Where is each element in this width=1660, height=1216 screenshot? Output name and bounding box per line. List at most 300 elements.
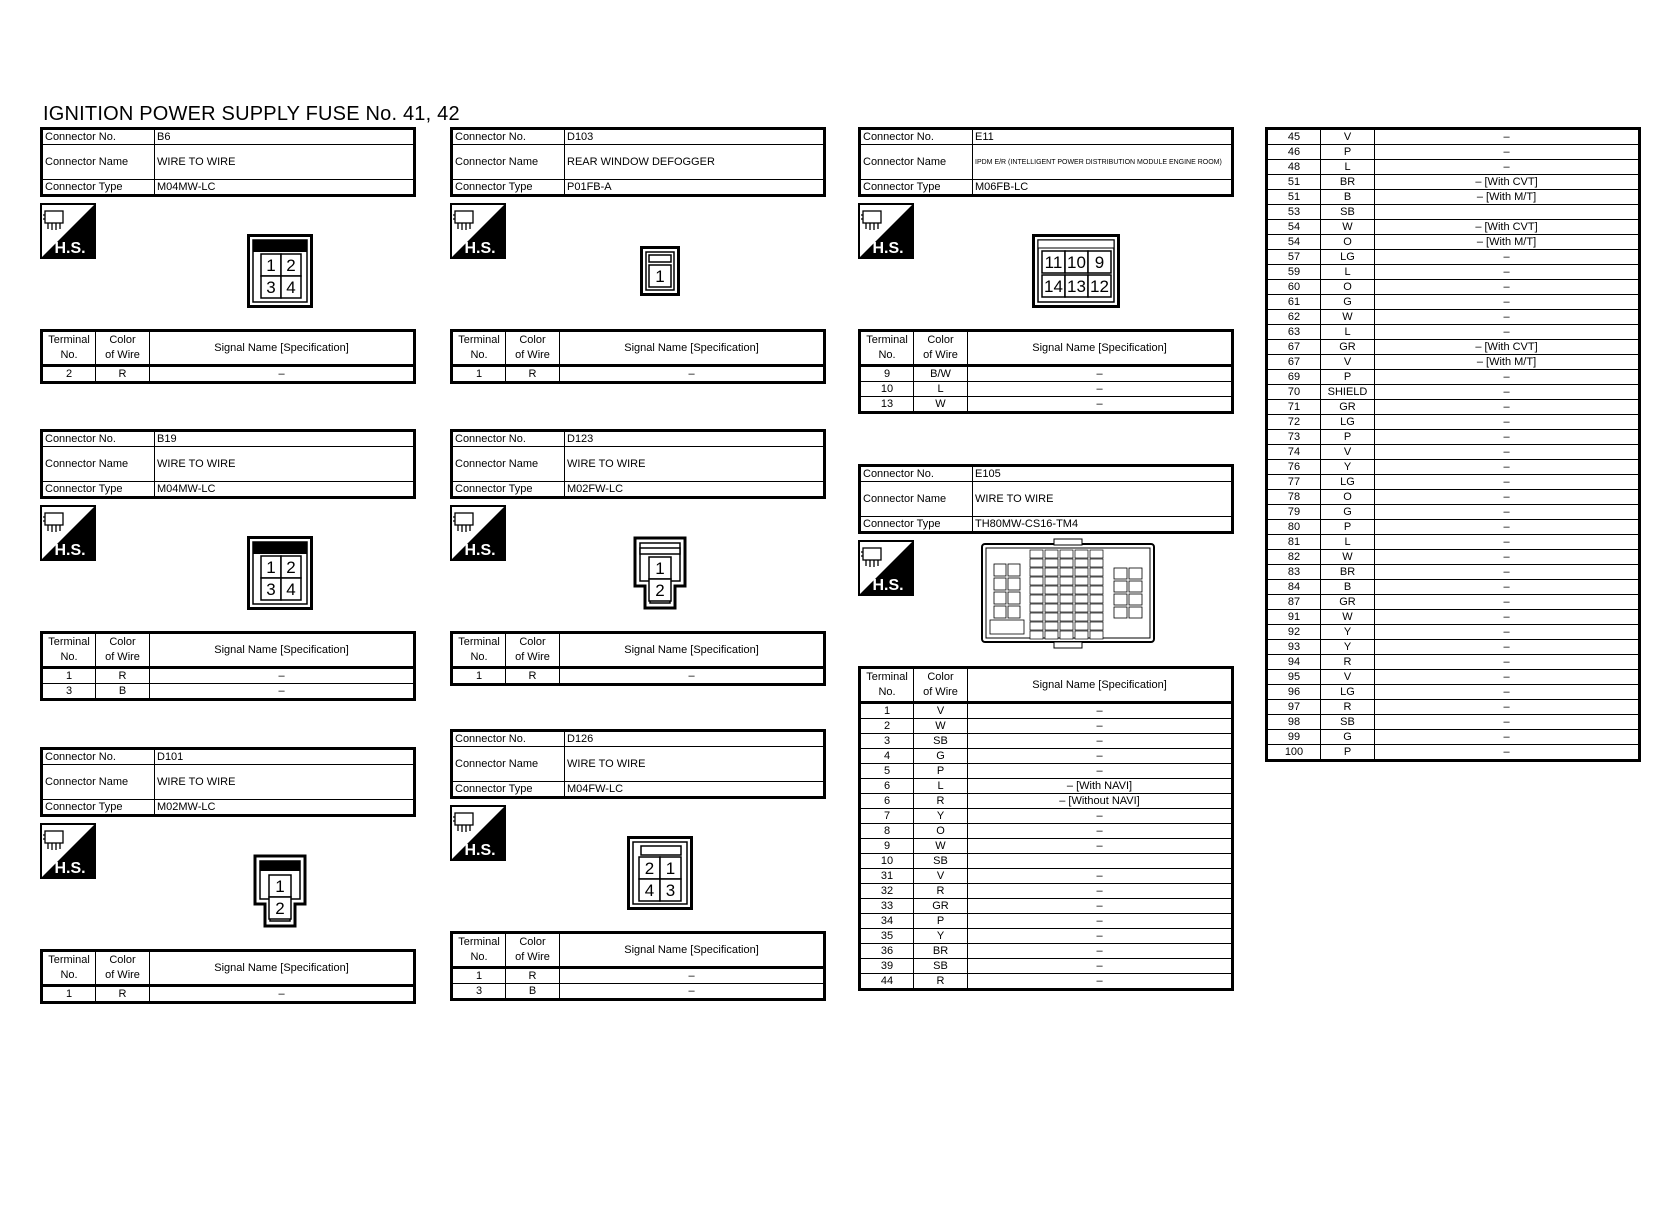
header-terminal-line2: No. xyxy=(470,349,488,361)
value-connector-no: E105 xyxy=(973,466,1233,482)
header-terminal-no xyxy=(452,633,506,668)
table-row xyxy=(1267,520,1640,535)
value-connector-name: WIRE TO WIRE xyxy=(973,482,1233,517)
table-row xyxy=(860,764,1233,779)
value-connector-name: IPDM E/R (INTELLIGENT POWER DISTRIBUTION MODULE ENGINE ROOM) xyxy=(973,145,1233,180)
header-color-of-wire xyxy=(96,951,150,986)
terminal-no: 61 xyxy=(1267,295,1321,310)
header-color-line1: Color xyxy=(109,636,136,648)
wire-color: GR xyxy=(1321,400,1375,415)
table-row xyxy=(1267,700,1640,715)
signal-name: – xyxy=(968,944,1233,959)
terminal-no: 1 xyxy=(860,703,914,719)
wire-color: Y xyxy=(1321,640,1375,655)
terminal-no: 72 xyxy=(1267,415,1321,430)
svg-text:1: 1 xyxy=(665,859,676,878)
table-row xyxy=(1267,430,1640,445)
svg-text:12: 12 xyxy=(1090,277,1109,296)
label-connector-type: Connector Type xyxy=(42,800,155,816)
connector-face xyxy=(640,246,680,301)
signal-name: – xyxy=(560,984,825,1000)
label-connector-name: Connector Name xyxy=(42,145,155,180)
svg-text:13: 13 xyxy=(1067,277,1086,296)
table-row xyxy=(452,668,825,685)
terminal-no: 100 xyxy=(1267,745,1321,761)
table-row xyxy=(42,684,415,700)
terminal-table xyxy=(858,666,1234,991)
label-connector-name: Connector Name xyxy=(452,447,565,482)
label-connector-name: Connector Name xyxy=(860,145,973,180)
connector-info-table xyxy=(40,747,416,817)
terminal-no: 96 xyxy=(1267,685,1321,700)
terminal-no: 9 xyxy=(860,839,914,854)
table-row xyxy=(1267,550,1640,565)
table-row xyxy=(1267,625,1640,640)
table-row xyxy=(1267,355,1640,370)
wire-color: SB xyxy=(1321,715,1375,730)
signal-name: – xyxy=(1375,610,1640,625)
label-connector-type: Connector Type xyxy=(42,180,155,196)
terminal-no: 84 xyxy=(1267,580,1321,595)
signal-name: – xyxy=(1375,160,1640,175)
wire-color: P xyxy=(1321,145,1375,160)
table-row xyxy=(1267,415,1640,430)
signal-name: – xyxy=(1375,280,1640,295)
signal-name: – xyxy=(560,366,825,383)
wire-color: LG xyxy=(1321,250,1375,265)
signal-name: – xyxy=(1375,490,1640,505)
table-row xyxy=(1267,129,1640,145)
header-color-of-wire xyxy=(506,633,560,668)
terminal-no: 71 xyxy=(1267,400,1321,415)
wire-color: P xyxy=(1321,430,1375,445)
terminal-table xyxy=(450,931,826,1001)
signal-name: – [With M/T] xyxy=(1375,355,1640,370)
header-terminal-line2: No. xyxy=(878,349,896,361)
label-connector-no: Connector No. xyxy=(42,749,155,765)
terminal-no: 59 xyxy=(1267,265,1321,280)
connector-block-d103 xyxy=(450,127,826,384)
wire-color: R xyxy=(506,968,560,984)
cavity-2 xyxy=(269,897,291,919)
terminal-no: 99 xyxy=(1267,730,1321,745)
signal-name: – xyxy=(968,869,1233,884)
signal-name: – xyxy=(1375,565,1640,580)
cavity-3 xyxy=(660,879,681,901)
connector-block-b6 xyxy=(40,127,416,384)
table-row xyxy=(1267,730,1640,745)
header-terminal-line1: Terminal xyxy=(48,334,90,346)
wire-color: SB xyxy=(1321,205,1375,220)
wire-color: G xyxy=(914,749,968,764)
connector-face-icon xyxy=(1032,234,1120,308)
signal-name: – xyxy=(1375,655,1640,670)
signal-name: – [With CVT] xyxy=(1375,220,1640,235)
header-terminal-line1: Terminal xyxy=(866,334,908,346)
cavity-1 xyxy=(660,857,681,879)
label-connector-no: Connector No. xyxy=(452,431,565,447)
signal-name: – xyxy=(1375,505,1640,520)
connector-face-icon xyxy=(253,854,307,928)
terminal-no: 6 xyxy=(860,779,914,794)
label-connector-name: Connector Name xyxy=(860,482,973,517)
terminal-no: 1 xyxy=(42,668,96,684)
signal-name: – xyxy=(1375,385,1640,400)
header-terminal-no xyxy=(452,331,506,366)
terminal-no: 8 xyxy=(860,824,914,839)
cavity-3 xyxy=(261,578,281,600)
connector-block-d101 xyxy=(40,747,416,1004)
connector-face-icon xyxy=(627,836,693,910)
table-row xyxy=(1267,445,1640,460)
header-color-line1: Color xyxy=(519,636,546,648)
svg-text:H.S.: H.S. xyxy=(464,542,496,559)
signal-name: – xyxy=(968,899,1233,914)
connector-block-d126 xyxy=(450,729,826,1001)
table-row xyxy=(1267,580,1640,595)
header-signal-name: Signal Name [Specification] xyxy=(560,633,825,668)
wire-color: LG xyxy=(1321,415,1375,430)
table-row xyxy=(1267,670,1640,685)
wire-color: R xyxy=(914,884,968,899)
svg-text:1: 1 xyxy=(266,558,276,577)
wire-color: Y xyxy=(914,809,968,824)
wire-color: G xyxy=(1321,295,1375,310)
wire-color: B xyxy=(1321,580,1375,595)
harness-side-icon xyxy=(450,805,506,861)
terminal-no: 51 xyxy=(1267,190,1321,205)
signal-name: – xyxy=(968,959,1233,974)
header-signal-name: Signal Name [Specification] xyxy=(150,633,415,668)
signal-name: – xyxy=(1375,535,1640,550)
signal-name: – xyxy=(1375,430,1640,445)
table-row xyxy=(1267,535,1640,550)
connector-info-table xyxy=(450,127,826,197)
terminal-no: 97 xyxy=(1267,700,1321,715)
signal-name: – xyxy=(1375,310,1640,325)
terminal-no: 39 xyxy=(860,959,914,974)
terminal-no: 73 xyxy=(1267,430,1321,445)
table-row xyxy=(1267,265,1640,280)
terminal-no: 63 xyxy=(1267,325,1321,340)
signal-name: – xyxy=(968,749,1233,764)
harness-side-icon xyxy=(450,203,506,259)
terminal-no: 2 xyxy=(42,366,96,383)
value-connector-name: REAR WINDOW DEFOGGER xyxy=(565,145,825,180)
table-row xyxy=(860,929,1233,944)
cavity-1 xyxy=(261,556,281,578)
label-connector-no: Connector No. xyxy=(452,129,565,145)
terminal-no: 3 xyxy=(452,984,506,1000)
wire-color: SB xyxy=(914,854,968,869)
terminal-no: 36 xyxy=(860,944,914,959)
terminal-no: 44 xyxy=(860,974,914,990)
signal-name: – xyxy=(1375,625,1640,640)
signal-name: – xyxy=(150,366,415,383)
header-color-of-wire xyxy=(506,331,560,366)
cavity-2 xyxy=(281,556,301,578)
table-row xyxy=(860,899,1233,914)
terminal-no: 34 xyxy=(860,914,914,929)
connector-diagram xyxy=(40,817,416,949)
table-row xyxy=(860,719,1233,734)
svg-text:3: 3 xyxy=(266,278,276,297)
header-terminal-line1: Terminal xyxy=(458,334,500,346)
table-row xyxy=(860,944,1233,959)
svg-text:H.S.: H.S. xyxy=(872,240,904,257)
wire-color: W xyxy=(1321,220,1375,235)
svg-text:2: 2 xyxy=(286,558,296,577)
header-terminal-no xyxy=(42,633,96,668)
connector-block-b19 xyxy=(40,429,416,701)
connector-face xyxy=(627,836,693,915)
cavity-11 xyxy=(1042,251,1065,273)
table-row xyxy=(860,703,1233,719)
wire-color: Y xyxy=(914,929,968,944)
value-connector-no: D123 xyxy=(565,431,825,447)
connector-diagram xyxy=(858,534,1234,666)
connector-face xyxy=(247,234,313,313)
table-row xyxy=(1267,475,1640,490)
label-connector-no: Connector No. xyxy=(42,431,155,447)
wire-color: O xyxy=(1321,280,1375,295)
terminal-table xyxy=(40,949,416,1004)
wire-color: L xyxy=(1321,325,1375,340)
label-connector-name: Connector Name xyxy=(42,447,155,482)
signal-name: – xyxy=(968,397,1233,413)
signal-name: – xyxy=(1375,370,1640,385)
header-terminal-no xyxy=(452,933,506,968)
header-color-line1: Color xyxy=(109,334,136,346)
signal-name: – xyxy=(1375,745,1640,761)
wire-color: P xyxy=(1321,745,1375,761)
signal-name: – xyxy=(968,824,1233,839)
table-row xyxy=(1267,595,1640,610)
value-connector-no: D103 xyxy=(565,129,825,145)
value-connector-no: B6 xyxy=(155,129,415,145)
label-connector-type: Connector Type xyxy=(860,180,973,196)
connector-block-e105 xyxy=(858,464,1234,991)
header-signal-name: Signal Name [Specification] xyxy=(150,951,415,986)
wire-color: G xyxy=(1321,505,1375,520)
terminal-no: 51 xyxy=(1267,175,1321,190)
connector-info-table xyxy=(858,127,1234,197)
value-connector-type: M02FW-LC xyxy=(565,482,825,498)
signal-name: – [With CVT] xyxy=(1375,175,1640,190)
table-row xyxy=(860,734,1233,749)
header-color-line2: of Wire xyxy=(923,349,958,361)
signal-name: – [With M/T] xyxy=(1375,235,1640,250)
terminal-no: 76 xyxy=(1267,460,1321,475)
terminal-no: 10 xyxy=(860,854,914,869)
table-row xyxy=(1267,385,1640,400)
svg-text:9: 9 xyxy=(1094,253,1105,272)
connector-face xyxy=(247,536,313,615)
terminal-no: 80 xyxy=(1267,520,1321,535)
signal-name: – xyxy=(1375,400,1640,415)
connector-face xyxy=(980,538,1156,655)
connector-face-icon xyxy=(980,538,1156,650)
svg-text:4: 4 xyxy=(286,278,296,297)
table-row xyxy=(42,986,415,1003)
wire-color: R xyxy=(506,366,560,383)
wire-color: R xyxy=(914,794,968,809)
connector-info-table xyxy=(858,464,1234,534)
terminal-table xyxy=(450,631,826,686)
header-color-line1: Color xyxy=(519,936,546,948)
signal-name: – [With CVT] xyxy=(1375,340,1640,355)
svg-text:14: 14 xyxy=(1044,277,1063,296)
terminal-no: 83 xyxy=(1267,565,1321,580)
value-connector-no: B19 xyxy=(155,431,415,447)
terminal-no: 77 xyxy=(1267,475,1321,490)
signal-name: – xyxy=(150,668,415,684)
signal-name: – xyxy=(1375,670,1640,685)
cavity-1 xyxy=(269,875,291,897)
svg-text:2: 2 xyxy=(275,899,285,918)
table-row xyxy=(42,366,415,383)
wire-color: O xyxy=(914,824,968,839)
signal-name: – xyxy=(560,968,825,984)
table-row xyxy=(860,974,1233,990)
terminal-table xyxy=(40,631,416,701)
signal-name: – xyxy=(1375,520,1640,535)
header-signal-name: Signal Name [Specification] xyxy=(968,331,1233,366)
wire-color: Y xyxy=(1321,460,1375,475)
header-terminal-line1: Terminal xyxy=(48,636,90,648)
header-color-line2: of Wire xyxy=(105,651,140,663)
terminal-no: 32 xyxy=(860,884,914,899)
cavity-2 xyxy=(281,254,301,276)
table-row xyxy=(452,366,825,383)
svg-text:H.S.: H.S. xyxy=(54,240,86,257)
harness-side-icon xyxy=(858,540,914,596)
table-row xyxy=(1267,235,1640,250)
signal-name: – xyxy=(968,839,1233,854)
cavity-4 xyxy=(281,578,301,600)
svg-text:H.S.: H.S. xyxy=(464,842,496,859)
terminal-no: 6 xyxy=(860,794,914,809)
wire-color: G xyxy=(1321,730,1375,745)
terminal-no: 98 xyxy=(1267,715,1321,730)
wire-color: SHIELD xyxy=(1321,385,1375,400)
label-connector-type: Connector Type xyxy=(452,482,565,498)
svg-text:11: 11 xyxy=(1044,253,1063,272)
value-connector-no: E11 xyxy=(973,129,1233,145)
table-row xyxy=(1267,505,1640,520)
cavity-10 xyxy=(1065,251,1088,273)
wire-color: L xyxy=(1321,535,1375,550)
cavity-1 xyxy=(649,265,671,287)
table-row xyxy=(1267,250,1640,265)
header-color-line2: of Wire xyxy=(105,349,140,361)
terminal-no: 2 xyxy=(860,719,914,734)
terminal-no: 94 xyxy=(1267,655,1321,670)
header-signal-name: Signal Name [Specification] xyxy=(968,668,1233,703)
connector-block-d123 xyxy=(450,429,826,686)
connector-face-icon xyxy=(247,536,313,610)
header-signal-name: Signal Name [Specification] xyxy=(560,933,825,968)
page-title: IGNITION POWER SUPPLY FUSE No. 41, 42 xyxy=(43,103,460,125)
signal-name: – xyxy=(1375,730,1640,745)
wire-color: L xyxy=(1321,265,1375,280)
signal-name: – xyxy=(1375,250,1640,265)
terminal-no: 67 xyxy=(1267,340,1321,355)
label-connector-no: Connector No. xyxy=(452,731,565,747)
terminal-no: 7 xyxy=(860,809,914,824)
svg-text:1: 1 xyxy=(655,267,665,286)
terminal-no: 79 xyxy=(1267,505,1321,520)
terminal-no: 9 xyxy=(860,366,914,382)
table-row xyxy=(860,366,1233,382)
header-terminal-line1: Terminal xyxy=(458,936,500,948)
table-row xyxy=(860,869,1233,884)
table-row xyxy=(1267,340,1640,355)
terminal-no: 95 xyxy=(1267,670,1321,685)
wire-color: SB xyxy=(914,734,968,749)
table-row xyxy=(860,749,1233,764)
label-connector-type: Connector Type xyxy=(452,782,565,798)
header-terminal-line2: No. xyxy=(60,349,78,361)
signal-name: – xyxy=(150,684,415,700)
svg-text:H.S.: H.S. xyxy=(464,240,496,257)
terminal-no: 31 xyxy=(860,869,914,884)
table-row xyxy=(42,668,415,684)
table-row xyxy=(860,397,1233,413)
wire-color: R xyxy=(914,974,968,990)
label-connector-name: Connector Name xyxy=(42,765,155,800)
harness-side-icon xyxy=(450,505,506,561)
wire-color: B xyxy=(506,984,560,1000)
wire-color: W xyxy=(914,719,968,734)
terminal-no: 69 xyxy=(1267,370,1321,385)
svg-text:H.S.: H.S. xyxy=(54,542,86,559)
terminal-no: 93 xyxy=(1267,640,1321,655)
signal-name: – xyxy=(968,914,1233,929)
cavity-1 xyxy=(649,557,671,579)
terminal-no: 5 xyxy=(860,764,914,779)
header-color-of-wire xyxy=(506,933,560,968)
wire-color: P xyxy=(914,764,968,779)
wire-color: W xyxy=(1321,550,1375,565)
terminal-no: 67 xyxy=(1267,355,1321,370)
signal-name: – xyxy=(560,668,825,685)
table-row xyxy=(860,824,1233,839)
terminal-no: 74 xyxy=(1267,445,1321,460)
table-row xyxy=(1267,610,1640,625)
connector-diagram xyxy=(858,197,1234,329)
signal-name: – [With M/T] xyxy=(1375,190,1640,205)
signal-name: – xyxy=(1375,295,1640,310)
header-terminal-line2: No. xyxy=(470,951,488,963)
signal-name: – xyxy=(968,884,1233,899)
cavity-3 xyxy=(261,276,281,298)
signal-name: – xyxy=(1375,475,1640,490)
value-connector-type: M06FB-LC xyxy=(973,180,1233,196)
wire-color: B xyxy=(1321,190,1375,205)
wire-color: P xyxy=(914,914,968,929)
label-connector-name: Connector Name xyxy=(452,747,565,782)
cavity-4 xyxy=(639,879,660,901)
wire-color: P xyxy=(1321,520,1375,535)
table-row xyxy=(1267,145,1640,160)
header-color-of-wire xyxy=(914,668,968,703)
svg-text:2: 2 xyxy=(644,859,655,878)
label-connector-no: Connector No. xyxy=(860,129,973,145)
table-row xyxy=(860,809,1233,824)
terminal-no: 92 xyxy=(1267,625,1321,640)
table-row xyxy=(1267,655,1640,670)
